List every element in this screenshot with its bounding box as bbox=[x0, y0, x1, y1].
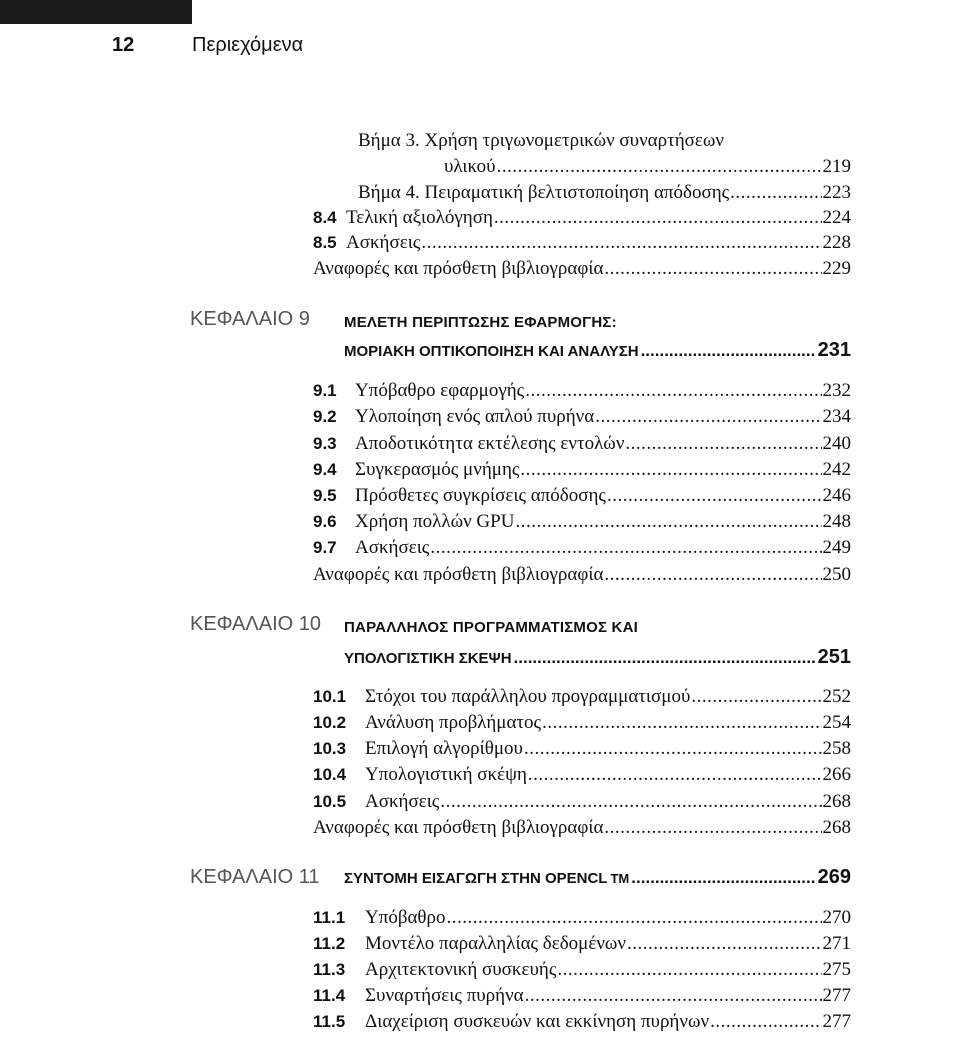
toc-entry-page: 232 bbox=[822, 380, 851, 401]
chapter-title-line bbox=[344, 339, 851, 362]
leader-dots bbox=[627, 932, 821, 956]
leader-dots bbox=[515, 510, 821, 534]
toc-entry-8-4 bbox=[313, 206, 851, 230]
leader-dots bbox=[447, 906, 822, 930]
toc-entry-step4 bbox=[358, 181, 851, 205]
header-bar bbox=[0, 0, 192, 24]
toc-entry-title: Χρήση πολλών GPU bbox=[355, 511, 515, 532]
toc-entry bbox=[313, 790, 851, 814]
toc-entry-page: 224 bbox=[822, 207, 851, 228]
toc-entry-page: 268 bbox=[822, 791, 851, 812]
toc-entry-page: 240 bbox=[822, 433, 851, 454]
toc-entry bbox=[313, 737, 851, 761]
leader-dots bbox=[421, 231, 821, 255]
chapter-title-line bbox=[344, 866, 851, 889]
toc-entry-page: 266 bbox=[822, 764, 851, 785]
toc-entry-number: 11.1 bbox=[313, 908, 346, 927]
toc-entry-refs-8 bbox=[313, 257, 851, 281]
toc-entry-title: Ανάλυση προβλήματος bbox=[365, 712, 542, 733]
leader-dots bbox=[691, 685, 821, 709]
toc-entry-number: 9.5 bbox=[313, 486, 337, 505]
leader-dots bbox=[514, 648, 816, 668]
toc-entry-title: Αποδοτικότητα εκτέλεσης εντολών bbox=[355, 433, 625, 454]
toc-entry-page: 246 bbox=[822, 485, 851, 506]
leader-dots bbox=[497, 155, 822, 179]
toc-entry-title: Συγκερασμός μνήμης bbox=[355, 459, 520, 480]
toc-entry-number: 11.2 bbox=[313, 934, 346, 953]
toc-entry bbox=[313, 1010, 851, 1034]
toc-entry-page: 234 bbox=[822, 406, 851, 427]
toc-entry-number: 11.3 bbox=[313, 960, 346, 979]
toc-entry-page: 250 bbox=[822, 564, 851, 585]
toc-entry-refs bbox=[313, 563, 851, 587]
chapter-title: ΜΟΡΙΑΚΗ ΟΠΤΙΚΟΠΟΙΗΣΗ ΚΑΙ ΑΝΑΛΥΣΗ bbox=[344, 343, 639, 360]
toc-entry-title: Υπολογιστική σκέψη bbox=[365, 764, 527, 785]
toc-entry-page: 271 bbox=[822, 933, 851, 954]
leader-dots bbox=[520, 458, 821, 482]
toc-entry bbox=[313, 932, 851, 956]
leader-dots bbox=[494, 206, 822, 230]
toc-entry-number: 11.5 bbox=[313, 1012, 346, 1031]
toc-entry-page: 258 bbox=[822, 738, 851, 759]
running-title: Περιεχόμενα bbox=[192, 34, 304, 56]
toc-entry-title: Ασκήσεις bbox=[346, 232, 421, 253]
toc-entry-title: Αναφορές και πρόσθετη βιβλιογραφία bbox=[313, 564, 604, 585]
trademark-mark: TM bbox=[610, 871, 630, 886]
toc-entry-number: 9.7 bbox=[313, 538, 337, 557]
toc-entry-number: 9.1 bbox=[313, 381, 337, 400]
leader-dots bbox=[604, 257, 821, 281]
toc-entry-number: 11.4 bbox=[313, 986, 346, 1005]
toc-entry-title: Υλοποίηση ενός απλού πυρήνα bbox=[355, 406, 595, 427]
leader-dots bbox=[604, 816, 821, 840]
toc-entry-page: 270 bbox=[822, 907, 851, 928]
toc-entry-page: 254 bbox=[822, 712, 851, 733]
leader-dots bbox=[525, 379, 821, 403]
leader-dots bbox=[528, 763, 822, 787]
chapter-page: 269 bbox=[817, 866, 851, 888]
leader-dots bbox=[631, 868, 815, 888]
toc-entry bbox=[313, 379, 851, 403]
leader-dots bbox=[730, 181, 821, 205]
leader-dots bbox=[710, 1010, 821, 1034]
toc-entry-page: 275 bbox=[822, 959, 851, 980]
toc-entry-title: Πρόσθετες συγκρίσεις απόδοσης bbox=[355, 485, 606, 506]
leader-dots bbox=[604, 563, 821, 587]
toc-entry-page: 229 bbox=[822, 258, 851, 279]
toc-entry-page: 223 bbox=[822, 182, 851, 203]
chapter-page: 231 bbox=[817, 339, 851, 361]
toc-entry-number: 9.6 bbox=[313, 512, 337, 531]
toc-entry-number: 10.5 bbox=[313, 792, 347, 811]
toc-entry bbox=[313, 405, 851, 429]
chapter-label: ΚΕΦΑΛΑΙΟ 10 bbox=[190, 613, 322, 635]
toc-entry-number: 8.5 bbox=[313, 233, 337, 252]
toc-entry-title: Διαχείριση συσκευών και εκκίνηση πυρήνων bbox=[365, 1011, 710, 1032]
toc-entry bbox=[313, 763, 851, 787]
chapter-title: ΜΕΛΕΤΗ ΠΕΡΙΠΤΩΣΗΣ ΕΦΑΡΜΟΓΗΣ: bbox=[344, 314, 617, 331]
toc-entry-number: 10.1 bbox=[313, 687, 347, 706]
page-number: 12 bbox=[112, 34, 135, 56]
toc-entry-title: Αναφορές και πρόσθετη βιβλιογραφία bbox=[313, 817, 604, 838]
toc-entry bbox=[313, 458, 851, 482]
toc-entry-number: 9.2 bbox=[313, 407, 337, 426]
toc-entry-step3 bbox=[444, 155, 851, 179]
leader-dots bbox=[625, 432, 821, 456]
toc-entry bbox=[313, 906, 851, 930]
toc-entry-title: Τελική αξιολόγηση bbox=[346, 207, 493, 228]
toc-entry-title: Υπόβαθρο bbox=[365, 907, 446, 928]
toc-entry-title: Βήμα 4. Πειραματική βελτιστοποίηση απόδοσης bbox=[358, 182, 730, 203]
toc-entry bbox=[313, 510, 851, 534]
leader-dots bbox=[542, 711, 821, 735]
leader-dots bbox=[430, 536, 821, 560]
toc-entry-page: 277 bbox=[822, 985, 851, 1006]
toc-entry-number: 10.3 bbox=[313, 739, 347, 758]
toc-entry-page: 268 bbox=[822, 817, 851, 838]
toc-entry-number: 8.4 bbox=[313, 208, 337, 227]
toc-entry-title: Στόχοι του παράλληλου προγραμματισμού bbox=[365, 686, 691, 707]
toc-entry-number: 9.4 bbox=[313, 460, 337, 479]
toc-entry-title: Αρχιτεκτονική συσκευής bbox=[365, 959, 557, 980]
toc-step3-title: Βήμα 3. Χρήση τριγωνομετρικών συναρτήσεων bbox=[358, 130, 725, 151]
leader-dots bbox=[525, 984, 822, 1008]
leader-dots bbox=[524, 737, 822, 761]
toc-entry-title: Συναρτήσεις πυρήνα bbox=[365, 985, 524, 1006]
toc-entry-refs bbox=[313, 816, 851, 840]
toc-entry-title: Υπόβαθρο εφαρμογής bbox=[355, 380, 525, 401]
leader-dots bbox=[557, 958, 821, 982]
chapter-label: ΚΕΦΑΛΑΙΟ 11 bbox=[190, 866, 320, 888]
toc-entry bbox=[313, 484, 851, 508]
chapter-title-line bbox=[344, 646, 851, 669]
toc-entry-title: Μοντέλο παραλληλίας δεδομένων bbox=[365, 933, 627, 954]
chapter-page: 251 bbox=[817, 646, 851, 668]
toc-entry-page: 228 bbox=[822, 232, 851, 253]
toc-entry-title: Ασκήσεις bbox=[355, 537, 430, 558]
toc-entry bbox=[313, 536, 851, 560]
toc-entry-title: Επιλογή αλγορίθμου bbox=[365, 738, 523, 759]
toc-entry-title: Αναφορές και πρόσθετη βιβλιογραφία bbox=[313, 258, 604, 279]
toc-entry bbox=[313, 958, 851, 982]
toc-entry-page: 277 bbox=[822, 1011, 851, 1032]
toc-entry-number: 9.3 bbox=[313, 434, 337, 453]
toc-entry-8-5 bbox=[313, 231, 851, 255]
toc-entry-page: 242 bbox=[822, 459, 851, 480]
chapter-label: ΚΕΦΑΛΑΙΟ 9 bbox=[190, 308, 310, 330]
chapter-title: ΠΑΡΑΛΛΗΛΟΣ ΠΡΟΓΡΑΜΜΑΤΙΣΜΟΣ ΚΑΙ bbox=[344, 619, 638, 636]
toc-entry-number: 10.4 bbox=[313, 765, 347, 784]
leader-dots bbox=[641, 341, 816, 361]
toc-entry-number: 10.2 bbox=[313, 713, 347, 732]
leader-dots bbox=[595, 405, 821, 429]
toc-entry bbox=[313, 711, 851, 735]
toc-entry bbox=[313, 984, 851, 1008]
toc-entry-page: 249 bbox=[822, 537, 851, 558]
toc-entry-title: υλικού bbox=[444, 156, 496, 177]
toc-entry-page: 252 bbox=[822, 686, 851, 707]
leader-dots bbox=[607, 484, 822, 508]
toc-entry-page: 248 bbox=[822, 511, 851, 532]
toc-entry-title: Ασκήσεις bbox=[365, 791, 440, 812]
chapter-title: ΣΥΝΤΟΜΗ ΕΙΣΑΓΩΓΗ ΣΤΗΝ OPENCL bbox=[344, 870, 608, 887]
leader-dots bbox=[440, 790, 821, 814]
toc-entry-page: 219 bbox=[822, 156, 851, 177]
toc-entry bbox=[313, 432, 851, 456]
chapter-title: ΥΠΟΛΟΓΙΣΤΙΚΗ ΣΚΕΨΗ bbox=[344, 650, 512, 667]
toc-entry bbox=[313, 685, 851, 709]
